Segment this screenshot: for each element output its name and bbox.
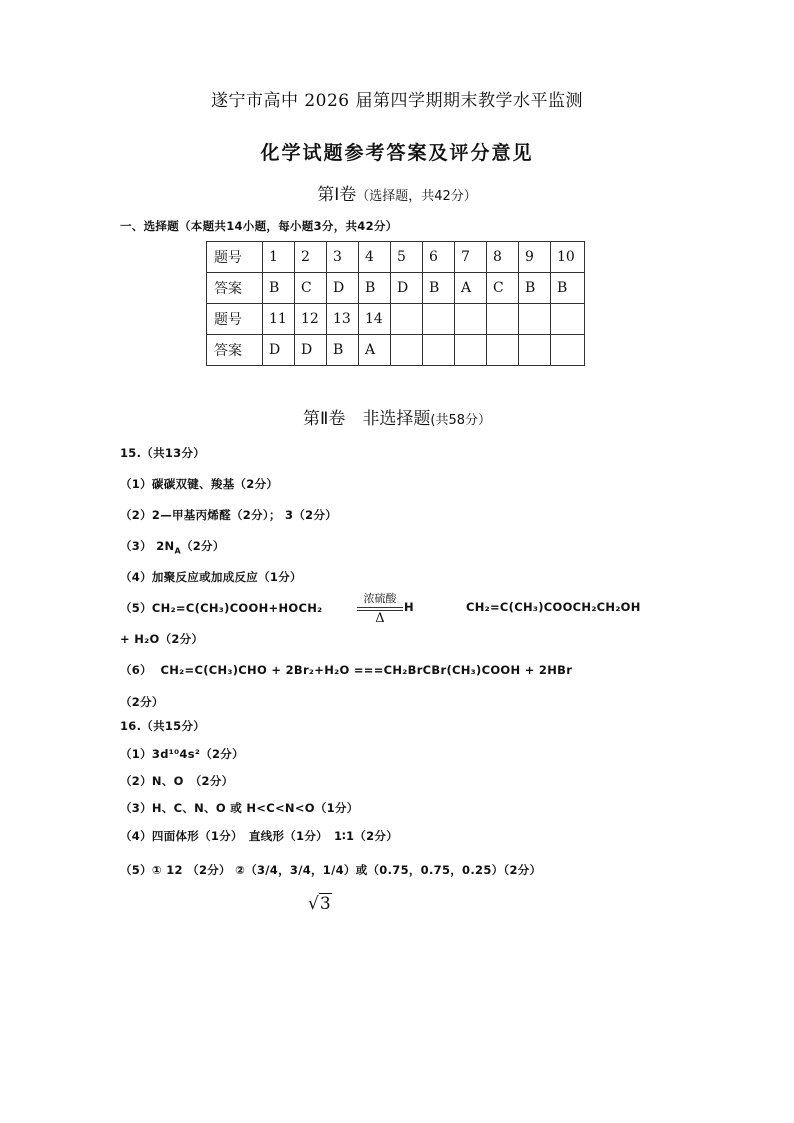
reaction-catalyst: 浓硫酸 [363,592,397,605]
q15-answer-1: （1）碳碳双键、羧基（2分） [120,477,279,491]
table-cell: B [327,335,359,366]
table-cell: 10 [551,242,585,273]
q15-answer-5-h: H [404,600,414,614]
q15-answer-6-equation: CH₂=C(CH₃)CHO + 2Br₂+H₂O ===CH₂BrCBr(CH₃)COOH + 2HBr [160,663,573,677]
table-cell: D [391,273,423,304]
table-cell: 1 [263,242,295,273]
table-cell: B [263,273,295,304]
table-cell: 6 [423,242,455,273]
table-cell: C [295,273,327,304]
section1-heading: 一、选择题（本题共14小题，每小题3分，共42分） [120,219,398,233]
q16-answer-4: （4）四面体形（1分） 直线形（1分） 1∶1（2分） [120,829,398,843]
q15-answer-5-left [120,600,322,616]
table-cell: A [359,335,391,366]
q16-answer-3: （3）H、C、N、O 或 H<C<N<O（1分） [120,801,359,815]
q15-answer-6 [120,662,572,678]
table-cell: B [519,273,551,304]
table-cell: B [359,273,391,304]
table-cell: 11 [263,304,295,335]
table-cell: 14 [359,304,391,335]
table-cell: C [487,273,519,304]
q15-answer-4: （4）加聚反应或加成反应（1分） [120,570,302,584]
table-cell: D [295,335,327,366]
table-cell: 12 [295,304,327,335]
q16-heading: 16.（共15分） [120,719,206,733]
q15-answer-5-reactants: CH₂=C(CH₃)COOH+HOCH₂ [151,601,323,615]
table-cell: 9 [519,242,551,273]
table-cell [519,335,551,366]
table-cell: 13 [327,304,359,335]
part1-heading [0,180,794,205]
q16-answer-2: （2）N、O （2分） [120,774,234,788]
q15-answer-3 [120,538,225,555]
table-cell: D [327,273,359,304]
table-cell [487,335,519,366]
table-cell [391,304,423,335]
q15-answer-5-product: CH₂=C(CH₃)COOCH₂CH₂OH [466,600,641,614]
sqrt-radicand: 3 [319,894,331,914]
table-cell [519,304,551,335]
table-cell [423,304,455,335]
q15-answer-2: （2）2—甲基丙烯醛（2分）； 3（2分） [120,508,338,522]
table-cell: 5 [391,242,423,273]
table-cell: 答案 [207,335,263,366]
q15-heading: 15.（共13分） [120,446,206,460]
table-row [207,304,585,335]
q15-answer-3-b: （2分） [180,539,225,553]
document-title: 化学试题参考答案及评分意见 [260,142,534,164]
table-cell: A [455,273,487,304]
table-cell: 3 [327,242,359,273]
q15-answer-5-prefix: （5） [120,601,152,615]
answer-table [206,241,585,366]
table-cell [551,304,585,335]
part1-main: 第Ⅰ卷 [317,185,357,205]
table-cell: B [551,273,585,304]
q15-answer-3-a: （3） 2N [120,539,175,553]
part2-heading [0,404,794,429]
table-cell: 8 [487,242,519,273]
q15-answer-6-prefix: （6） [120,663,152,677]
exam-header: 遂宁市高中 2026 届第四学期期末教学水平监测 [210,91,584,111]
table-cell [423,335,455,366]
table-cell: 答案 [207,273,263,304]
reaction-condition [357,590,403,625]
table-cell: 2 [295,242,327,273]
table-cell: B [423,273,455,304]
table-cell: 题号 [207,304,263,335]
table-row [207,335,585,366]
table-cell: 4 [359,242,391,273]
part2-main: 第Ⅱ卷 非选择题 [303,409,431,429]
q16-answer-1: （1）3d¹⁰4s²（2分） [120,747,244,761]
table-cell [455,335,487,366]
q15-answer-6-cont: （2分） [120,695,164,709]
q15-answer-5-cont: + H₂O（2分） [120,632,204,646]
sqrt-expression: √3 [308,894,331,914]
part1-sub: （选择题，共42分） [356,189,477,204]
table-row [207,273,585,304]
heat-symbol: Δ [375,611,385,626]
table-cell [487,304,519,335]
q16-answer-5: （5）① 12 （2分） ②（3/4，3/4，1/4）或（0.75，0.75，0.25）（2分） [120,863,542,877]
table-row [207,242,585,273]
q15-answer-3-sub: A [174,546,181,556]
part2-sub: (共58分） [430,413,491,428]
table-cell [391,335,423,366]
table-cell: 题号 [207,242,263,273]
table-cell [551,335,585,366]
table-cell: 7 [455,242,487,273]
table-cell: D [263,335,295,366]
table-cell [455,304,487,335]
